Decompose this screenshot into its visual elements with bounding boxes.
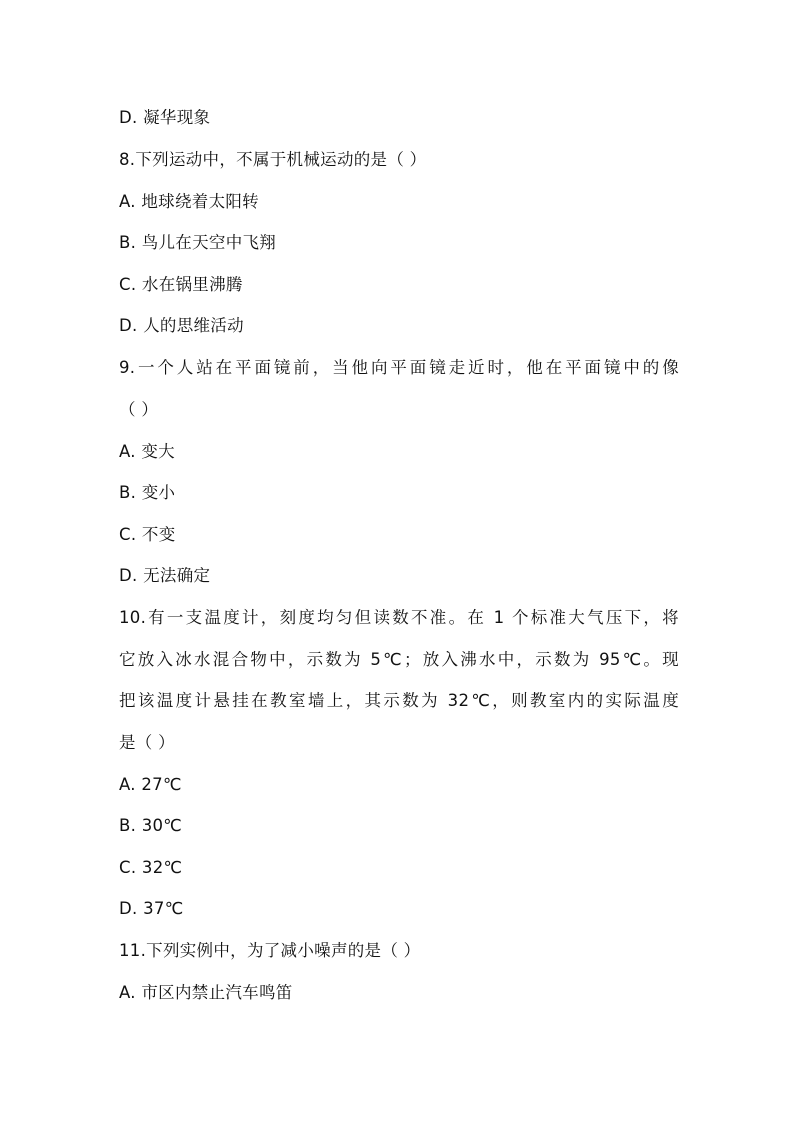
option-c-q10: C. 32℃ [119,858,183,877]
option-c-q8: C. 水在锅里沸腾 [119,275,243,294]
option-d-q8: D. 人的思维活动 [119,316,244,335]
option-b-q8: B. 鸟儿在天空中飞翔 [119,233,277,252]
option-a-q8: A. 地球绕着太阳转 [119,192,259,211]
option-b-q9: B. 变小 [119,483,176,502]
question-10-line-1: 10.有一支温度计，刻度均匀但读数不准。在 1 个标准大气压下，将 [119,608,679,627]
question-9-line-2: （ ） [119,400,159,419]
option-d-q9: D. 无法确定 [119,566,211,585]
option-d-q7: D. 凝华现象 [119,108,211,127]
question-11: 11.下列实例中，为了减小噪声的是（ ） [119,941,421,960]
question-9-line-1: 9.一个人站在平面镜前，当他向平面镜走近时，他在平面镜中的像 [119,358,679,377]
question-10-line-4: 是（ ） [119,733,175,752]
option-c-q9: C. 不变 [119,525,176,544]
option-a-q10: A. 27℃ [119,775,182,794]
question-8: 8.下列运动中，不属于机械运动的是（ ） [119,150,427,169]
option-d-q10: D. 37℃ [119,899,184,918]
question-10-line-2: 它放入冰水混合物中，示数为 5℃；放入沸水中，示数为 95℃。现 [119,650,679,669]
option-b-q10: B. 30℃ [119,816,183,835]
option-a-q11: A. 市区内禁止汽车鸣笛 [119,983,293,1002]
option-a-q9: A. 变大 [119,442,175,461]
question-10-line-3: 把该温度计悬挂在教室墙上，其示数为 32℃，则教室内的实际温度 [119,691,679,710]
